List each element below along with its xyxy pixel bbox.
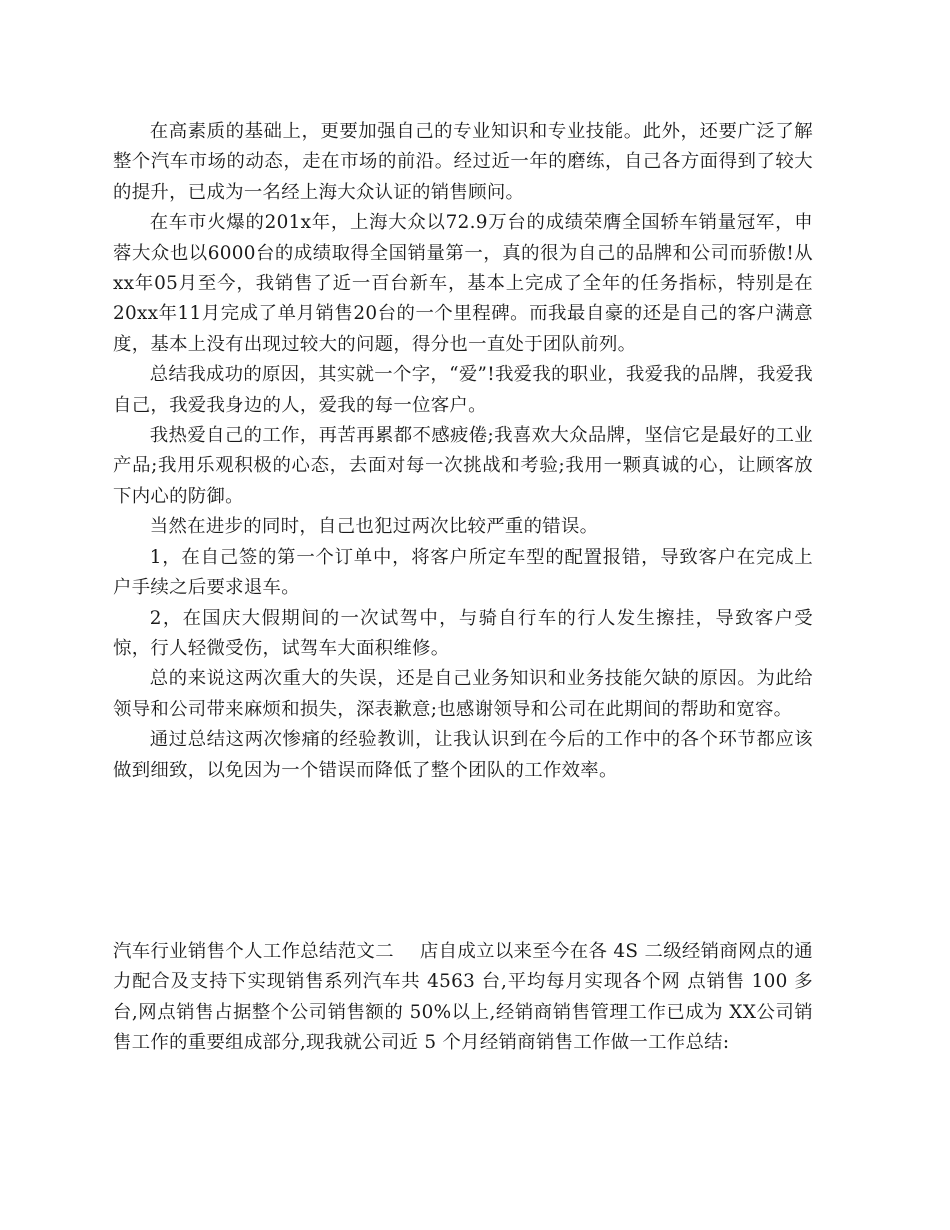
paragraph: 当然在进步的同时，自己也犯过两次比较严重的错误。: [149, 516, 599, 538]
numbered-paragraph: 1，在自己签的第一个订单中，将客户所定车型的配置报错，导致客户在完成上户手续之后要求退车。: [113, 546, 813, 599]
paragraph: 总结我成功的原因，其实就一个字，“爱”!我爱我的职业，我爱我的品牌，我爱我自己，我爱我身边的人，爱我的每一位客户。: [113, 364, 813, 416]
section-block: [113, 937, 813, 1059]
document-body: [113, 117, 813, 786]
paragraph: 我热爱自己的工作，再苦再累都不感疲倦;我喜欢大众品牌，坚信它是最好的工业产品;我用乐观积极的心态，去面对每一次挑战和考验;我用一颗真诚的心，让顾客放下内心的防御。: [113, 425, 813, 507]
section-text: 店自成立以来至今在各 4S 二级经销商网点的通力配合及支持下实现销售系列汽车共 4563 台,平均每月实现各个网 点销售 100 多台,网点销售占据整个公司销售额的 50%以上,经销商销售管理工作已成为 XX公司销售工作的重要组成部分,现我就公司近 5 个月经销商销售工作做一工作总结:: [113, 941, 813, 1054]
paragraph: 在车市火爆的201x年，上海大众以72.9万台的成绩荣膺全国轿车销量冠军，申蓉大众也以6000台的成绩取得全国销量第一，真的很为自己的品牌和公司而骄傲!从xx年05月至今，我销售了近一百台新车，基本上完成了全年的任务指标，特别是在20xx年11月完成了单月销售20台的一个里程碑。而我最自豪的还是自己的客户满意度，基本上没有出现过较大的问题，得分也一直处于团队前列。: [113, 212, 813, 355]
numbered-paragraph: 2，在国庆大假期间的一次试驾中，与骑自行车的行人发生擦挂，导致客户受惊，行人轻微受伤，试驾车大面积维修。: [113, 607, 813, 659]
paragraph: 通过总结这两次惨痛的经验教训，让我认识到在今后的工作中的各个环节都应该做到细致，以免因为一个错误而降低了整个团队的工作效率。: [113, 729, 813, 781]
paragraph: 总的来说这两次重大的失误，还是自己业务知识和业务技能欠缺的原因。为此给领导和公司带来麻烦和损失，深表歉意;也感谢领导和公司在此期间的帮助和宽容。: [113, 668, 813, 720]
section-heading: 汽车行业销售个人工作总结范文二: [113, 941, 394, 962]
paragraph: 在高素质的基础上，更要加强自己的专业知识和专业技能。此外，还要广泛了解整个汽车市场的动态，走在市场的前沿。经过近一年的磨练，自己各方面得到了较大的提升，已成为一名经上海大众认证的销售顾问。: [113, 121, 813, 203]
